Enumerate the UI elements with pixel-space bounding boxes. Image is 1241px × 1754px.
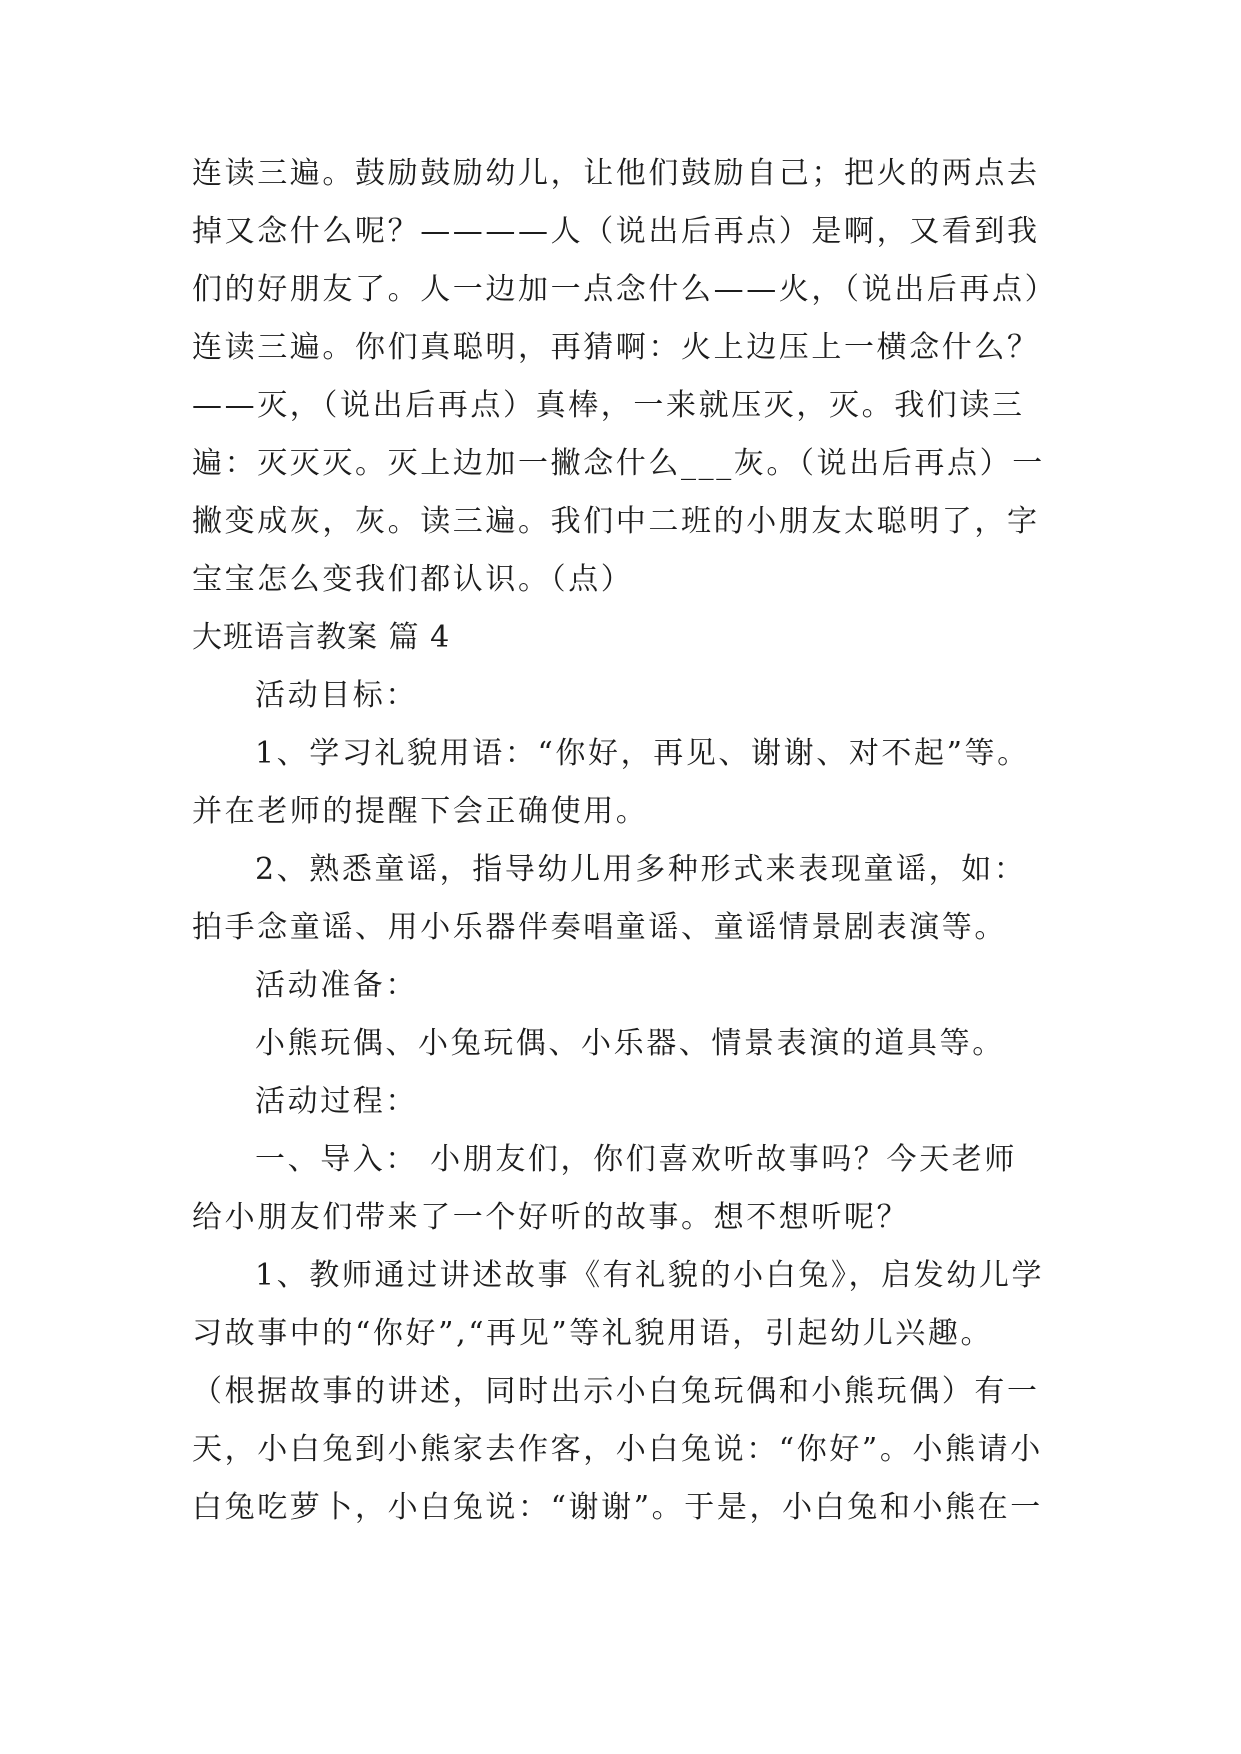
paragraph-line: 一、导入： 小朋友们，你们喜欢听故事吗？今天老师 bbox=[255, 1142, 1017, 1177]
paragraph-line: 1、学习礼貌用语：“你好，再见、谢谢、对不起”等。 bbox=[255, 736, 1030, 771]
paragraph-line: 并在老师的提醒下会正确使用。 bbox=[192, 794, 649, 829]
paragraph-line: 们的好朋友了。人一边加一点念什么——火，（说出后再点） bbox=[192, 272, 1058, 307]
paragraph-line: 白兔吃萝卜，小白兔说：“谢谢”。于是，小白兔和小熊在一 bbox=[192, 1490, 1043, 1525]
paragraph-line: 拍手念童谣、用小乐器伴奏唱童谣、童谣情景剧表演等。 bbox=[192, 910, 1007, 945]
paragraph-line: 天，小白兔到小熊家去作客，小白兔说：“你好”。小熊请小 bbox=[192, 1432, 1043, 1467]
paragraph-line: （根据故事的讲述，同时出示小白兔玩偶和小熊玩偶）有一 bbox=[192, 1374, 1040, 1409]
paragraph-line: 1、教师通过讲述故事《有礼貌的小白兔》，启发幼儿学 bbox=[255, 1258, 1045, 1293]
paragraph-line: 小熊玩偶、小兔玩偶、小乐器、情景表演的道具等。 bbox=[255, 1026, 1005, 1061]
section-title: 大班语言教案 篇 4 bbox=[192, 620, 451, 655]
paragraph-line: 遍：灭灭灭。灭上边加一撇念什么___灰。（说出后再点）一 bbox=[192, 446, 1045, 481]
paragraph-line: 掉又念什么呢？————人（说出后再点）是啊，又看到我 bbox=[192, 214, 1040, 249]
subheading-activity-process: 活动过程： bbox=[255, 1084, 418, 1119]
subheading-activity-prep: 活动准备： bbox=[255, 968, 418, 1003]
paragraph-line: 连读三遍。你们真聪明，再猜啊：火上边压上一横念什么？ bbox=[192, 330, 1040, 365]
paragraph-line: 2、熟悉童谣，指导幼儿用多种形式来表现童谣，如： bbox=[255, 852, 1027, 887]
subheading-activity-goals: 活动目标： bbox=[255, 678, 418, 713]
paragraph-line: 撇变成灰，灰。读三遍。我们中二班的小朋友太聪明了，字 bbox=[192, 504, 1040, 539]
paragraph-line: 宝宝怎么变我们都认识。（点） bbox=[192, 562, 634, 597]
paragraph-line: ——灭，（说出后再点）真棒，一来就压灭，灭。我们读三 bbox=[192, 388, 1025, 423]
paragraph-line: 连读三遍。鼓励鼓励幼儿，让他们鼓励自己；把火的两点去 bbox=[192, 156, 1040, 191]
paragraph-line: 习故事中的“你好”,“再见”等礼貌用语，引起幼儿兴趣。 bbox=[192, 1316, 994, 1351]
paragraph-line: 给小朋友们带来了一个好听的故事。想不想听呢？ bbox=[192, 1200, 910, 1235]
